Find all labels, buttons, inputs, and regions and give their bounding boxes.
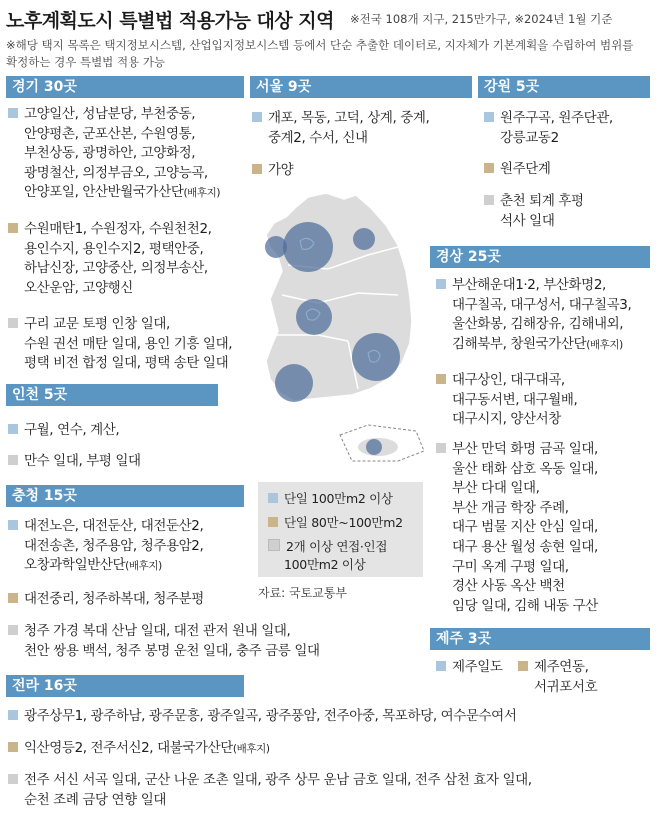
type3-marker xyxy=(8,318,18,328)
type1-marker xyxy=(484,112,494,122)
region-header-jeju: 제주 3곳 xyxy=(430,628,650,650)
jeju-type2-list xyxy=(518,658,597,697)
gyeongsang-type1-list xyxy=(436,276,631,355)
type3-marker xyxy=(484,195,494,205)
type3-marker xyxy=(8,774,18,784)
list-item: 천안 쌍용 백석, 청주 봉명 운천 일대, 충주 금릉 일대 xyxy=(24,642,320,659)
list-item: 안양평촌, 군포산본, 수원영통, xyxy=(24,125,196,142)
type1-marker xyxy=(8,710,18,720)
list-item: 부산해운대1·2, 부산화명2, xyxy=(452,277,606,293)
chungcheong-circle xyxy=(296,299,332,335)
list-item: 평택 비전 합정 일대, 평택 송탄 일대 xyxy=(24,355,229,372)
list-item: 광명철산, 의정부금오, 고양능곡, xyxy=(24,164,208,181)
list-item: 수원 권선 매탄 일대, 용인 기흥 일대, xyxy=(24,335,233,352)
list-item: 순천 조례 금당 연향 일대 xyxy=(24,791,166,808)
list-item: 고양일산, 성남분당, 부천중동, xyxy=(24,106,196,122)
list-item: 원주단계 xyxy=(500,161,551,177)
gyeonggi-type3-list xyxy=(8,315,232,374)
list-item: 만수 일대, 부평 일대 xyxy=(24,453,141,469)
type2-marker xyxy=(484,163,494,173)
list-item: 울산화봉, 김해장유, 김해내외, xyxy=(452,316,624,333)
list-item: 대전노은, 대전둔산, 대전둔산2, xyxy=(24,518,204,534)
list-item: 춘천 퇴계 후평 xyxy=(500,193,584,209)
list-item: 김해북부, 창원국가산단 xyxy=(452,335,587,352)
list-item: 광주상무1, 광주하남, 광주문흥, 광주일곡, 광주풍암, 전주아중, 목포하당, 여수문수여서 xyxy=(24,708,517,724)
gangwon-type2-list xyxy=(484,160,551,180)
jeju-circle xyxy=(366,439,382,455)
list-item: 강릉교동2 xyxy=(500,129,559,146)
gyeongsang-type2-list xyxy=(436,371,577,430)
legend-item-type3-cont: 100만m2 이상 xyxy=(284,557,366,572)
note-label: (배후지) xyxy=(125,560,162,573)
incheon-type3-list xyxy=(8,452,141,472)
gyeonggi-type1-list xyxy=(8,105,220,204)
list-item: 구미 옥계 구평 일대, xyxy=(452,558,569,575)
legend-type2-swatch xyxy=(268,517,278,527)
list-item: 오창과학일반산단 xyxy=(24,557,126,574)
capital-area-circle xyxy=(283,222,333,272)
type3-marker xyxy=(8,455,18,465)
type2-marker xyxy=(8,223,18,233)
list-item: 서귀포서호 xyxy=(534,678,598,695)
list-item: 가양 xyxy=(268,162,294,178)
type2-marker xyxy=(518,661,528,671)
list-item: 안양포일, 안산반월국가산단 xyxy=(24,184,184,201)
jeolla-type2-list xyxy=(8,739,270,760)
type1-marker xyxy=(252,112,262,122)
list-item: 부산 만덕 화명 금곡 일대, xyxy=(452,441,598,457)
list-item: 개포, 목동, 고덕, 상계, 중계, xyxy=(268,110,430,126)
list-item: 임당 일대, 김해 내동 구산 xyxy=(452,597,598,614)
list-item: 대구상인, 대구대곡, xyxy=(452,372,565,388)
type2-marker xyxy=(8,593,18,603)
gyeongsang-circle xyxy=(352,333,400,381)
region-header-gyeonggi: 경기 30곳 xyxy=(6,76,244,98)
description-note: ※해당 택지 목록은 택지정보시스템, 산업입지정보시스템 등에서 단순 추출한 데이터로, 지자체가 기본계획을 수립하여 범위를 확정하는 경우 특별법 적용 가능 xyxy=(6,38,634,69)
note-label: (배후지) xyxy=(232,743,270,755)
region-header-gangwon: 강원 5곳 xyxy=(478,76,650,98)
chungcheong-type3-list xyxy=(8,622,320,661)
list-item: 대구 용산 월성 송현 일대, xyxy=(452,538,598,555)
page-title: 노후계획도시 특별법 적용가능 대상 지역 xyxy=(6,10,334,32)
list-item: 석사 일대 xyxy=(500,212,555,229)
list-item: 용인수지, 용인수지2, 평택안중, xyxy=(24,240,204,257)
seoul-type2-list xyxy=(252,161,293,181)
list-item: 부산 개금 학장 주례, xyxy=(452,499,569,516)
type1-marker xyxy=(436,661,446,671)
jeolla-type3-list xyxy=(8,771,532,810)
list-item: 제주일도 xyxy=(452,659,503,675)
region-header-chungcheong: 충청 15곳 xyxy=(6,485,244,507)
list-item: 오산운암, 고양행신 xyxy=(24,279,133,296)
list-item: 대전중리, 청주하복대, 청주분평 xyxy=(24,591,204,607)
list-item: 수원매탄1, 수원정자, 수원천천2, xyxy=(24,221,212,237)
type1-marker xyxy=(8,108,18,118)
legend-type3-swatch xyxy=(268,539,280,551)
list-item: 대구동서변, 대구월배, xyxy=(452,391,578,408)
seoul-type1-list xyxy=(252,109,429,148)
list-item: 경산 사동 옥산 백천 xyxy=(452,578,565,595)
jeolla-circle xyxy=(275,364,313,402)
jeju-type1-list xyxy=(436,658,503,678)
note-label: (배후지) xyxy=(586,338,623,351)
gangwon-type3-list xyxy=(484,192,584,231)
list-item: 부산 다대 일대, xyxy=(452,480,540,497)
list-item: 하남신장, 고양중산, 의정부송산, xyxy=(24,260,208,277)
list-item: 원주구곡, 원주단관, xyxy=(500,110,613,126)
list-item: 부천상동, 광명하안, 고양화정, xyxy=(24,145,196,162)
source-label: 자료: 국토교통부 xyxy=(258,586,348,600)
type2-marker xyxy=(8,742,18,752)
region-header-incheon: 인천 5곳 xyxy=(6,384,218,406)
legend-item-type1: 단일 100만m2 이상 xyxy=(284,491,393,506)
type2-marker xyxy=(252,164,262,174)
type3-marker xyxy=(8,625,18,635)
legend-type1-swatch xyxy=(268,493,278,503)
region-header-seoul: 서울 9곳 xyxy=(250,76,472,98)
list-item: 대구 범물 지산 안심 일대, xyxy=(452,519,598,536)
list-item: 울산 태화 삼호 옥동 일대, xyxy=(452,460,598,477)
note-label: (배후지) xyxy=(183,187,221,200)
type1-marker xyxy=(8,520,18,530)
gangwon-circle xyxy=(353,228,375,250)
list-item: 대구시지, 양산서창 xyxy=(452,411,561,428)
list-item: 제주연동, xyxy=(534,659,589,675)
gyeonggi-type2-list xyxy=(8,220,212,298)
list-item: 구월, 연수, 계산, xyxy=(24,422,120,438)
list-item: 대구칠곡, 대구성서, 대구칠곡3, xyxy=(452,296,632,313)
capital-area-circle-2 xyxy=(265,236,287,258)
chungcheong-type1-list xyxy=(8,517,203,577)
list-item: 청주 가경 복대 산남 일대, 대전 관저 원내 일대, xyxy=(24,623,291,639)
chungcheong-type2-list xyxy=(8,590,204,610)
gangwon-type1-list xyxy=(484,109,613,148)
list-item: 중계2, 수서, 신내 xyxy=(268,129,368,146)
region-header-gyeongsang: 경상 25곳 xyxy=(430,246,650,268)
region-header-jeolla: 전라 16곳 xyxy=(6,675,244,697)
legend-item-type2: 단일 80만~100만m2 xyxy=(284,515,403,530)
jeolla-type1-list xyxy=(8,707,516,727)
list-item: 익산영등2, 전주서신2, 대불국가산단 xyxy=(24,740,233,756)
list-item: 대전송촌, 청주용암, 청주용암2, xyxy=(24,537,204,554)
type1-marker xyxy=(8,424,18,434)
korea-map xyxy=(248,185,438,470)
incheon-type1-list xyxy=(8,421,119,441)
legend-item-type3: 2개 이상 연접·인접 xyxy=(286,539,388,554)
list-item: 전주 서신 서곡 일대, 군산 나운 조촌 일대, 광주 상무 운남 금호 일대, 전주 삼천 효자 일대, xyxy=(24,772,532,788)
list-item: 구리 교문 토평 인창 일대, xyxy=(24,316,170,332)
legend-box xyxy=(258,482,423,577)
gyeongsang-type3-list xyxy=(436,440,598,616)
title-note: ※전국 108개 지구, 215만가구, ※2024년 1월 기준 xyxy=(350,12,613,26)
